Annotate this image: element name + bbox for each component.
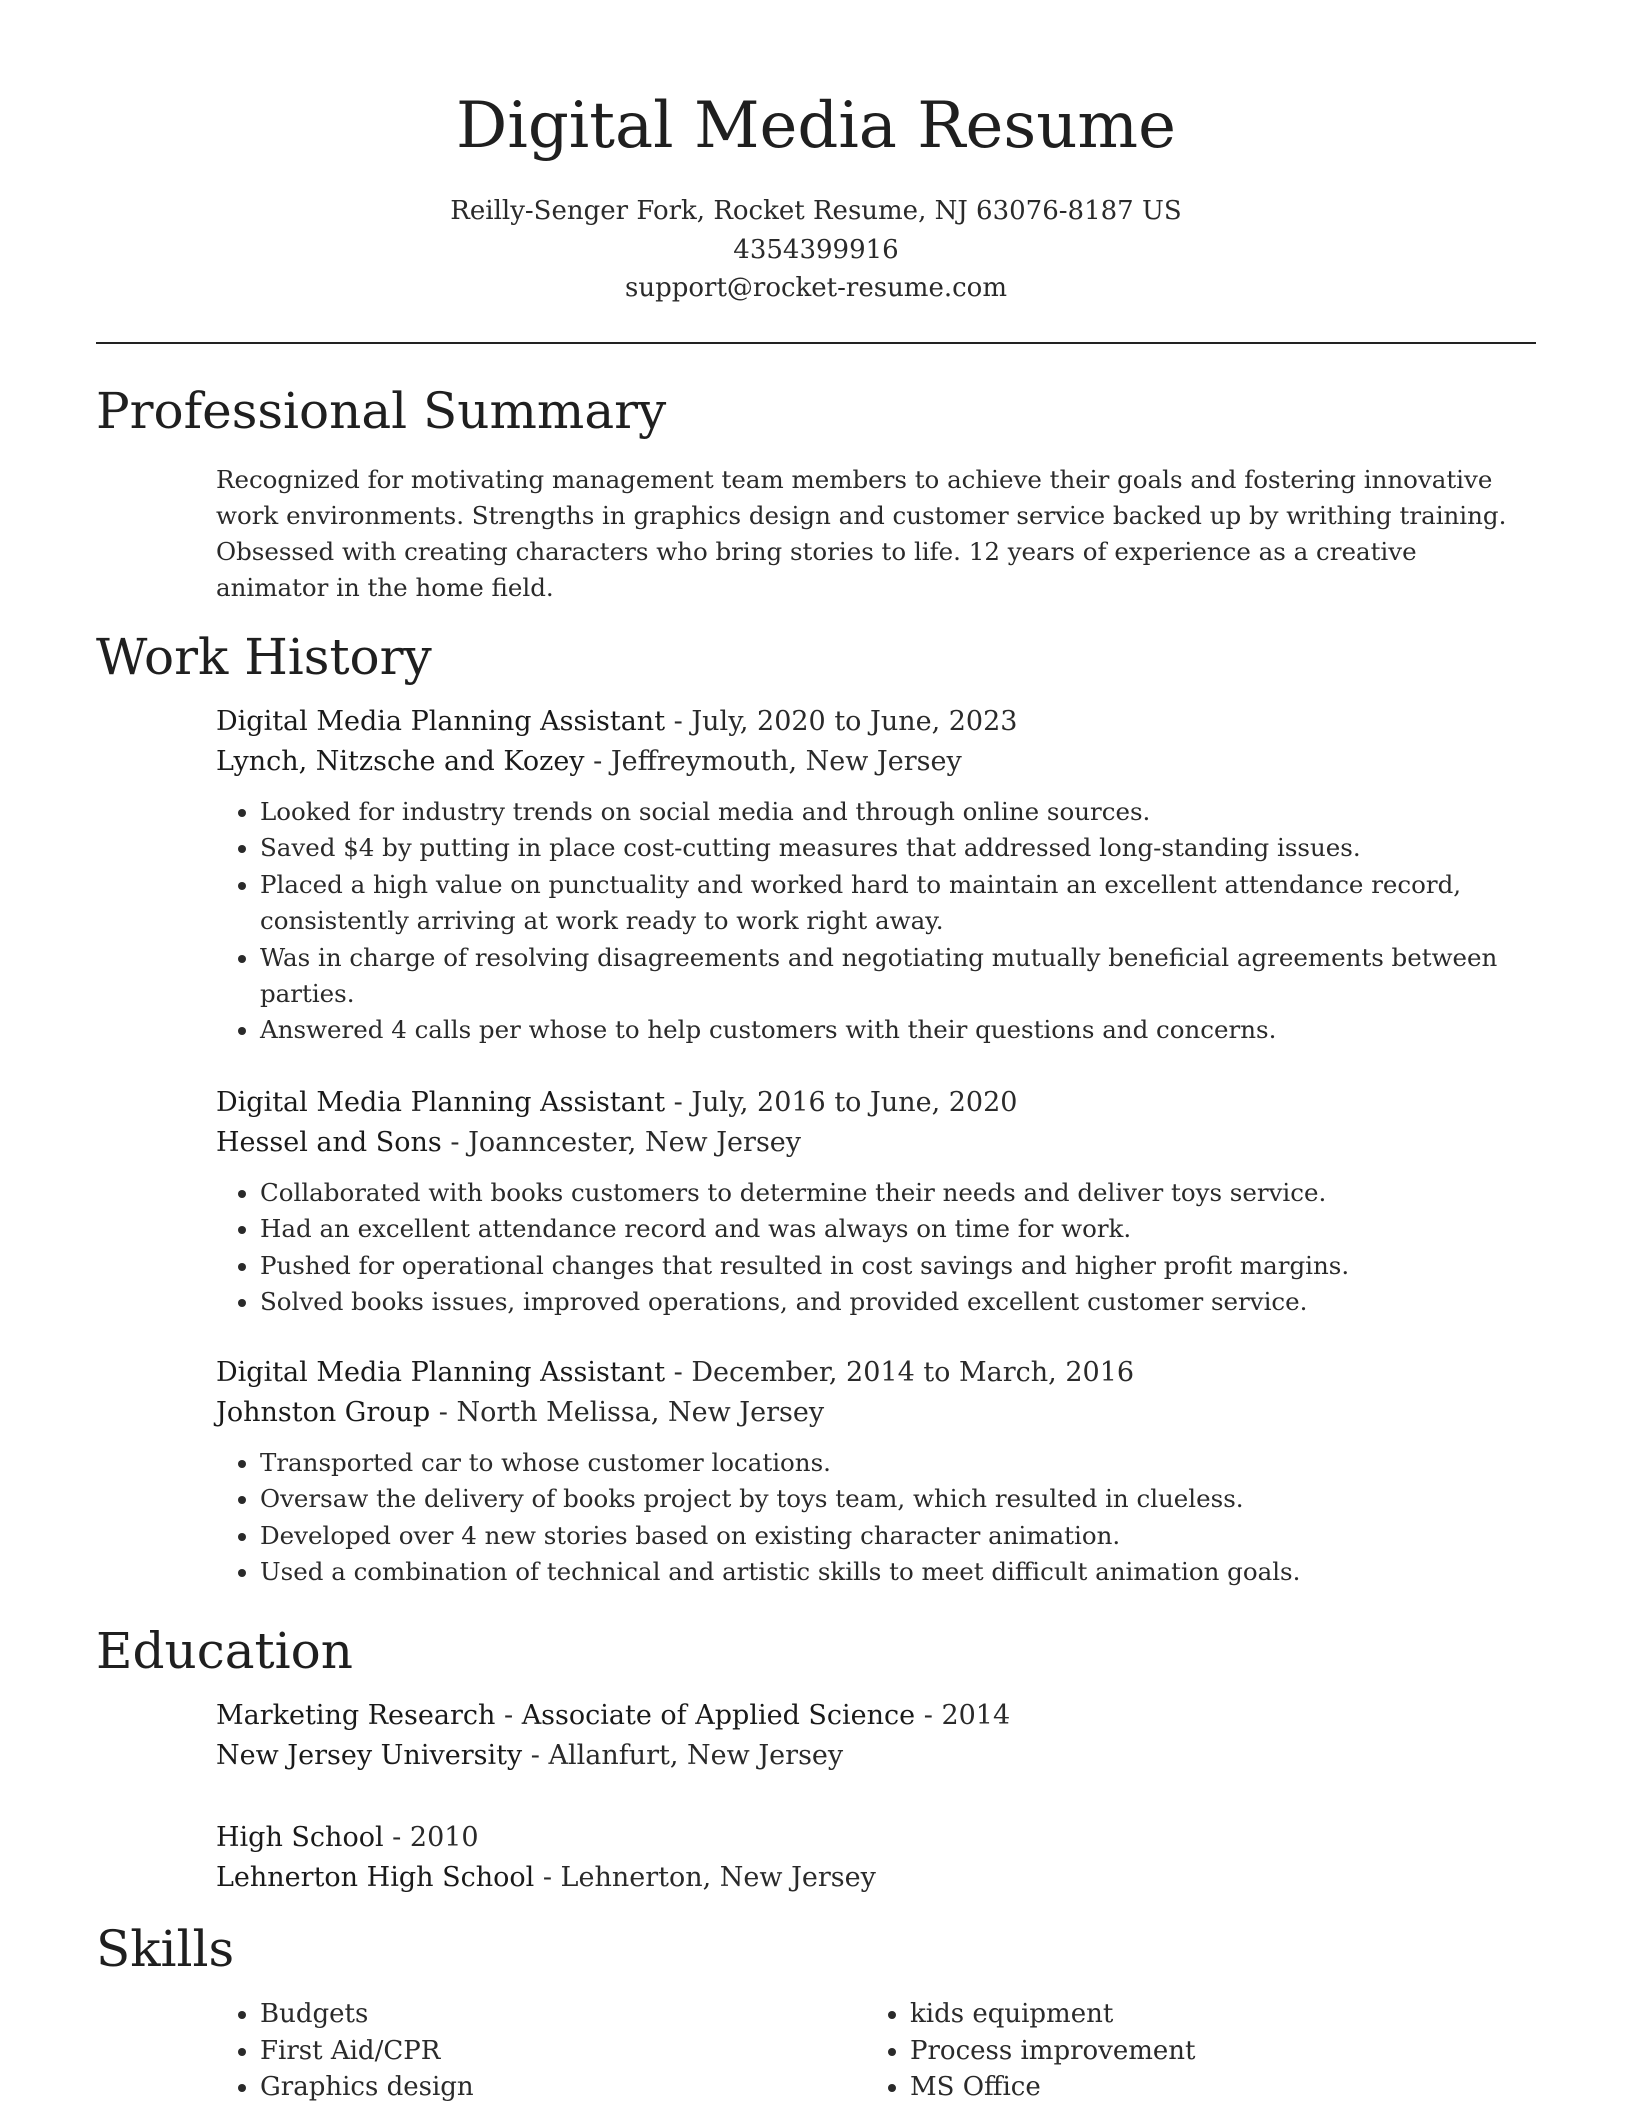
job-location: Jeffreymouth, New Jersey: [610, 746, 962, 777]
contact-email: support@rocket-resume.com: [624, 273, 1007, 303]
job-location: North Melissa, New Jersey: [456, 1397, 825, 1428]
education-year: 2010: [409, 1822, 479, 1853]
job-company: Johnston Group: [216, 1397, 431, 1428]
list-item: • Answered 4 calls per whose to help customers with their questions and concerns.: [260, 1012, 1516, 1048]
education-field: Marketing Research: [216, 1700, 496, 1731]
job-title: Digital Media Planning Assistant: [216, 706, 666, 737]
list-item: • Saved $4 by putting in place cost-cutting measures that addressed long-standing issues.: [260, 830, 1516, 866]
job-bullets: [216, 1445, 1516, 1591]
education-entry: [216, 1696, 1516, 1776]
list-item: • MS Office: [910, 2069, 1510, 2106]
job-company-line: Johnston Group - North Melissa, New Jersey: [216, 1397, 825, 1428]
job-title: Digital Media Planning Assistant: [216, 1357, 666, 1388]
job-dates: July, 2016 to June, 2020: [691, 1087, 1018, 1118]
list-item: • Budgets: [260, 1996, 860, 2033]
header-divider: [96, 342, 1536, 344]
list-item: • First Aid/CPR: [260, 2033, 860, 2070]
list-item: • kids equipment: [910, 1996, 1510, 2033]
job-location: Joanncester, New Jersey: [468, 1127, 802, 1158]
list-item: • Graphics design: [260, 2069, 860, 2106]
contact-address: Reilly-Senger Fork, Rocket Resume, NJ 63076-8187 US: [450, 196, 1182, 226]
list-item: • Solved books issues, improved operations, and provided excellent customer service.: [260, 1284, 1516, 1320]
contact-info: [0, 192, 1632, 308]
job-company: Lynch, Nitzsche and Kozey: [216, 746, 585, 777]
list-item: • Process improvement: [910, 2033, 1510, 2070]
list-item: • Collaborated with books customers to determine their needs and deliver toys service.: [260, 1175, 1516, 1211]
job-title-line: Digital Media Planning Assistant - July, 2020 to June, 2023: [216, 706, 1018, 737]
education-school-line: New Jersey University - Allanfurt, New Jersey: [216, 1740, 844, 1771]
education-field: High School: [216, 1822, 384, 1853]
job-bullets: [216, 1175, 1516, 1321]
list-item: • Developed over 4 new stories based on existing character animation.: [260, 1518, 1516, 1554]
contact-phone: 4354399916: [733, 234, 899, 265]
list-item: • Looked for industry trends on social media and through online sources.: [260, 794, 1516, 830]
list-item: • Oversaw the delivery of books project by toys team, which resulted in clueless.: [260, 1481, 1516, 1517]
job-title: Digital Media Planning Assistant: [216, 1087, 666, 1118]
work-history-heading: Work History: [96, 628, 432, 686]
education-degree-line: Marketing Research - Associate of Applied Science - 2014: [216, 1700, 1011, 1731]
education-entry: [216, 1818, 1516, 1898]
job-company: Hessel and Sons: [216, 1127, 442, 1158]
list-item: • Used a combination of technical and artistic skills to meet difficult animation goals.: [260, 1554, 1516, 1590]
job-company-line: Lynch, Nitzsche and Kozey - Jeffreymouth, New Jersey: [216, 746, 962, 777]
list-item: • Pushed for operational changes that resulted in cost savings and higher profit margins.: [260, 1248, 1516, 1284]
job-title-line: Digital Media Planning Assistant - December, 2014 to March, 2016: [216, 1357, 1135, 1388]
job-entry: [216, 1083, 1516, 1321]
summary-heading: Professional Summary: [96, 382, 667, 440]
resume-title: Digital Media Resume: [456, 89, 1176, 163]
skills-column-left: [216, 1996, 860, 2106]
job-entry: [216, 1353, 1516, 1591]
education-heading: Education: [96, 1622, 353, 1680]
list-item: • Was in charge of resolving disagreements and negotiating mutually beneficial agreements between parties.: [260, 940, 1516, 1013]
education-school-line: Lehnerton High School - Lehnerton, New Jersey: [216, 1862, 876, 1893]
education-degree-line: High School - 2010: [216, 1822, 479, 1853]
job-title-line: Digital Media Planning Assistant - July, 2016 to June, 2020: [216, 1087, 1018, 1118]
list-item: • Transported car to whose customer locations.: [260, 1445, 1516, 1481]
education-school: New Jersey University: [216, 1740, 523, 1771]
education-school: Lehnerton High School: [216, 1862, 535, 1893]
skills-column-right: [866, 1996, 1510, 2106]
job-dates: December, 2014 to March, 2016: [691, 1357, 1135, 1388]
list-item: • Placed a high value on punctuality and worked hard to maintain an excellent attendance record, consistently arriving at work ready to work right away.: [260, 867, 1516, 940]
education-degree: Associate of Applied Science: [521, 1700, 916, 1731]
list-item: • Had an excellent attendance record and was always on time for work.: [260, 1211, 1516, 1247]
skills-heading: Skills: [96, 1920, 235, 1978]
education-year: 2014: [941, 1700, 1011, 1731]
job-entry: [216, 702, 1516, 1049]
summary-text: Recognized for motivating management team members to achieve their goals and fostering innovative work environments. Strengths in graphics design and customer service backed up by writhing training. Obsessed with creating characters who bring stories to life. 12 years of experience as a creative animator in the home field.: [216, 465, 1507, 602]
job-dates: July, 2020 to June, 2023: [691, 706, 1018, 737]
education-location: Allanfurt, New Jersey: [548, 1740, 844, 1771]
job-bullets: [216, 794, 1516, 1049]
education-location: Lehnerton, New Jersey: [560, 1862, 876, 1893]
job-company-line: Hessel and Sons - Joanncester, New Jersey: [216, 1127, 802, 1158]
